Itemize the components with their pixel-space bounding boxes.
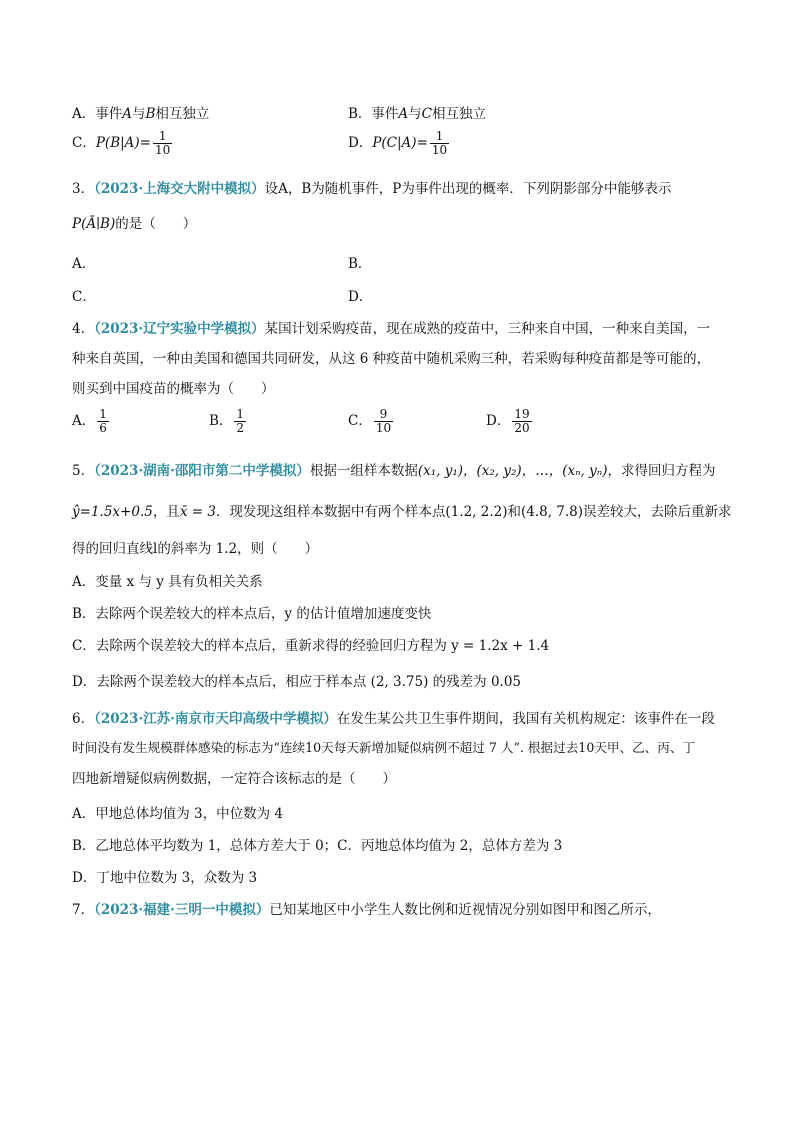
q2-option-b[interactable]: B．事件A与C相互独立 [348,106,487,122]
q5-source: （2023·湖南·邵阳市第二中学模拟） [94,463,310,479]
q5-option-b[interactable]: B．去除两个误差较大的样本点后，y 的估计值增加速度变快 [72,606,432,622]
q4-stem-3: 则买到中国疫苗的概率为（ ） [72,381,275,397]
q3-option-c[interactable]: C． [72,289,96,305]
q7-source: （2023·福建·三明一中模拟） [94,902,270,918]
q6-stem-1: 6．（2023·江苏·南京市天印高级中学模拟）在发生某公共卫生事件期间，我国有关机构规定：该事件在一段 [72,711,715,727]
q2-option-d[interactable]: D．P(C|A)= $\frac{1}{10}$ [348,129,448,157]
q3-stem-2: P(Ā∣B)的是（ ） [72,216,197,232]
q5-stem-3: 得的回归直线l的斜率为 1.2，则（ ） [72,541,319,557]
q2-option-a[interactable]: A．事件A与B相互独立 [72,106,210,122]
q5-option-a[interactable]: A．变量 x 与 y 具有负相关关系 [72,574,263,590]
q3-stem: 3．（2023·上海交大附中模拟）设A，B为随机事件，P为事件出现的概率．下列阴影部分中能够表示 [72,181,672,197]
q3-option-a[interactable]: A． [72,256,96,272]
q3-option-b[interactable]: B． [348,256,372,272]
q2-option-c[interactable]: C．P(B|A)= $\frac{1}{10}$ [72,129,171,157]
q5-stem-1: 5．（2023·湖南·邵阳市第二中学模拟）根据一组样本数据(x₁, y₁)，(x₂, y₂)，…，(xₙ, yₙ)，求得回归方程为 [72,463,716,479]
q4-option-a[interactable]: A． $\frac{1}{6}$ [72,407,107,435]
q4-source: （2023·辽宁实验中学模拟） [94,321,265,337]
q5-option-d[interactable]: D．去除两个误差较大的样本点后，相应于样本点 (2, 3.75) 的残差为 0.05 [72,674,522,690]
q4-option-c[interactable]: C． $\frac{9}{10}$ [348,407,392,435]
q6-stem-2: 时间没有发生规模群体感染的标志为“连续10天每天新增加疑似病例不超过 7 人”. 根据过去10天甲、乙、丙、丁 [72,740,696,755]
q5-option-c[interactable]: C．去除两个误差较大的样本点后，重新求得的经验回归方程为 y = 1.2x + 1.4 [72,638,550,654]
q6-option-d[interactable]: D．丁地中位数为 3，众数为 3 [72,870,258,886]
q3-source: （2023·上海交大附中模拟） [94,181,265,197]
q6-option-a[interactable]: A．甲地总体均值为 3，中位数为 4 [72,806,284,822]
q4-stem-2: 种来自英国，一种由美国和德国共同研发，从这 6 种疫苗中随机采购三种，若采购每种疫苗都是等可能的， [72,351,711,367]
q4-stem-1: 4．（2023·辽宁实验中学模拟）某国计划采购疫苗，现在成熟的疫苗中，三种来自中国，一种来自美国，一 [72,321,711,337]
q6-source: （2023·江苏·南京市天印高级中学模拟） [94,711,337,727]
q7-stem: 7．（2023·福建·三明一中模拟）已知某地区中小学生人数比例和近视情况分别如图甲和图乙所示， [72,902,661,918]
q6-option-b[interactable]: B．乙地总体平均数为 1，总体方差大于 0；C．丙地总体均值为 2，总体方差为 3 [72,838,563,854]
q6-stem-3: 四地新增疑似病例数据，一定符合该标志的是（ ） [72,771,396,787]
q5-stem-2: ŷ=1.5x+0.5，且x̄ = 3．现发现这组样本数据中有两个样本点(1.2, 2.2)和(4.8, 7.8)误差较大，去除后重新求 [72,504,732,520]
q4-option-d[interactable]: D． $\frac{19}{20}$ [486,407,530,435]
q3-option-d[interactable]: D． [348,289,373,305]
q4-option-b[interactable]: B． $\frac{1}{2}$ [209,407,245,435]
fraction: $\frac{1}{10}$ [155,129,171,157]
fraction: $\frac{1}{10}$ [431,129,448,157]
